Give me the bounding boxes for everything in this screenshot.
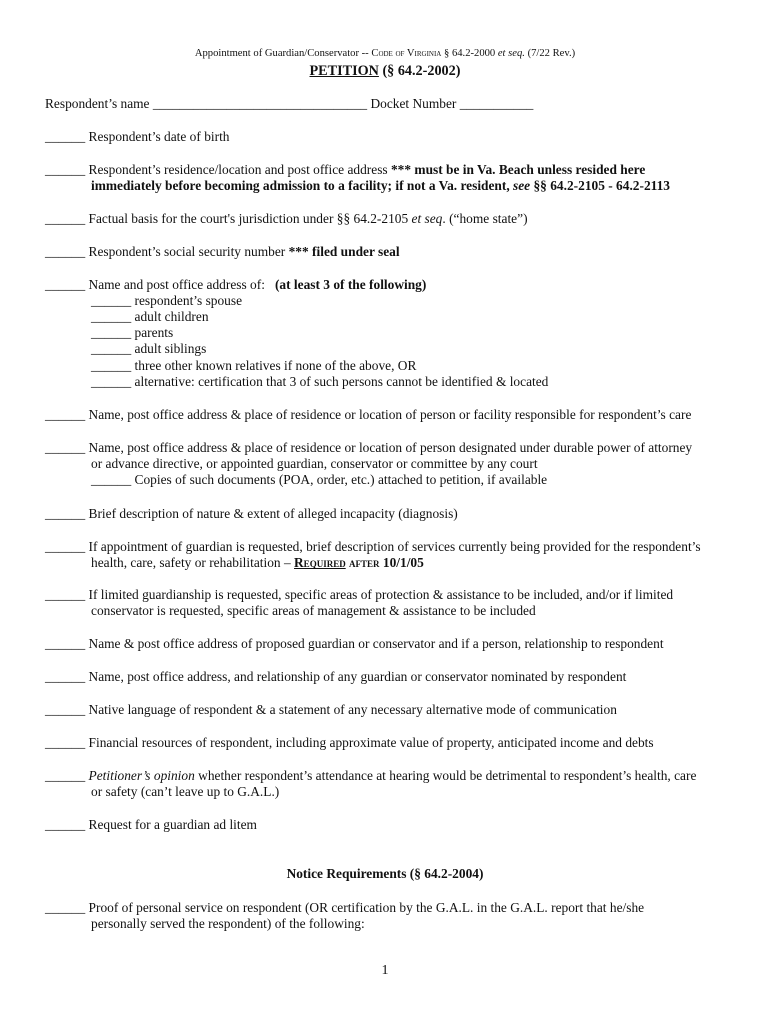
item-bold-text: immediately before becoming admission to a facility; if not a Va. resident, [91,178,514,193]
item-text: whether respondent’s attendance at hearing would be detrimental to respondent’s health, care [194,768,697,783]
checkbox-blank[interactable]: ______ [91,325,132,340]
item-opinion-line2 [91,784,279,800]
item-text: personally served the respondent) of the following: [91,916,365,931]
checkbox-blank[interactable]: ______ [45,162,86,177]
checkbox-blank[interactable]: ______ [91,358,132,373]
item-responsible [45,407,691,423]
sub-item-text: respondent’s spouse [134,293,243,308]
item-proof [45,900,644,916]
checkbox-blank[interactable]: ______ [91,309,132,324]
item-text: Respondent’s social security number [88,244,289,259]
header-code: Code of Virginia [371,48,442,59]
item-text: health, care, safety or rehabilitation – [91,555,295,570]
item-text: Factual basis for the court's jurisdiction under §§ 64.2-2105 [88,211,412,226]
item-text: conservator is requested, specific areas of management & assistance to be included [91,603,536,618]
page-number-text: 1 [381,963,389,978]
checkbox-blank[interactable]: ______ [45,702,86,717]
checkbox-blank[interactable]: ______ [45,129,86,144]
item-text: If limited guardianship is requested, specific areas of protection & assistance to be included, and/or if limited [88,587,674,602]
item-proof-line2 [91,916,365,932]
item-text: Native language of respondent & a statement of any necessary alternative mode of communication [88,702,617,717]
item-bold-text: *** filed under seal [288,244,400,259]
checkbox-blank[interactable]: ______ [45,506,86,521]
after-label: after [345,555,383,570]
item-text: Name, post office address, and relationship of any guardian or conservator nominated by respondent [88,669,627,684]
item-ssn [45,244,400,260]
checkbox-blank[interactable]: ______ [45,735,86,750]
item-text: Respondent’s residence/location and post office address [88,162,391,177]
item-text: Proof of personal service on respondent (OR certification by the G.A.L. in the G.A.L. report that he/she [88,900,645,915]
checkbox-blank[interactable]: ______ [45,636,86,651]
item-designated-line2 [91,456,538,472]
title-main: PETITION [309,63,379,79]
item-proposed [45,636,664,652]
sub-item [91,309,209,325]
checkbox-blank[interactable]: ______ [45,669,86,684]
item-text: . (“home state”) [442,211,528,226]
checkbox-blank[interactable]: ______ [91,293,132,308]
sub-item-text: adult children [134,309,209,324]
item-text: If appointment of guardian is requested, brief description of services currently being provided for the respondent’s [88,539,701,554]
header-revision: (7/22 Rev.) [524,48,576,59]
sub-item-text: Copies of such documents (POA, order, etc.) attached to petition, if available [134,472,548,487]
checkbox-blank[interactable]: ______ [45,440,86,455]
item-opinion [45,768,696,784]
sub-item-text: three other known relatives if none of the above, OR [134,358,417,373]
respondent-line [45,96,533,112]
checkbox-blank[interactable]: ______ [91,472,132,487]
checkbox-blank[interactable]: ______ [45,211,86,226]
item-text: Respondent’s date of birth [88,129,230,144]
item-bold-text: *** must be in Va. Beach unless resided here [390,162,646,177]
item-text: Name and post office address of: [88,277,265,292]
item-et-seq: et seq [411,211,443,226]
checkbox-blank[interactable]: ______ [91,341,132,356]
form-header [0,46,770,62]
sub-item-text: parents [134,325,174,340]
checkbox-blank[interactable]: ______ [45,244,86,259]
item-services [45,539,701,555]
item-incapacity [45,506,458,522]
item-nominated [45,669,626,685]
sub-item [91,325,173,341]
page-title [0,63,770,79]
docket-number-field[interactable]: ___________ [459,96,534,111]
checkbox-blank[interactable]: ______ [45,817,86,832]
header-et-seq: et seq. [497,48,525,59]
item-gal [45,817,257,833]
sub-item [91,341,206,357]
checkbox-blank[interactable]: ______ [45,587,86,602]
item-bold-text: (at least 3 of the following) [274,277,427,292]
sub-item [91,358,416,374]
item-limited-line2 [91,603,536,619]
notice-heading-text: Notice Requirements (§ 64.2-2004) [286,866,484,881]
header-text: Appointment of Guardian/Conservator -- [194,48,372,59]
required-date: 10/1/05 [382,555,424,570]
checkbox-blank[interactable]: ______ [91,374,132,389]
sub-item-text: alternative: certification that 3 of such persons cannot be identified & located [134,374,549,389]
page-number [0,963,770,979]
item-text: Name, post office address & place of residence or location of person designated under durable power of attorney [88,440,693,455]
respondent-name-field[interactable]: ________________________________ [152,96,368,111]
item-financial [45,735,654,751]
checkbox-blank[interactable]: ______ [45,277,86,292]
notice-heading [0,866,770,882]
sub-item-text: adult siblings [134,341,207,356]
respondent-name-label: Respondent’s name [45,96,153,111]
item-text: or advance directive, or appointed guardian, conservator or committee by any court [91,456,538,471]
item-limited [45,587,673,603]
required-label: Required [294,555,346,570]
item-text: Financial resources of respondent, including approximate value of property, anticipated income and debts [88,735,654,750]
item-residence-line2 [91,178,670,194]
sub-item [91,293,242,309]
item-italic-text: Petitioner’s opinion [88,768,195,783]
item-text: Name & post office address of proposed guardian or conservator and if a person, relationship to respondent [88,636,664,651]
checkbox-blank[interactable]: ______ [45,407,86,422]
title-section: (§ 64.2-2002) [378,63,461,79]
checkbox-blank[interactable]: ______ [45,900,86,915]
item-name-address [45,277,426,293]
checkbox-blank[interactable]: ______ [45,768,86,783]
item-text: Request for a guardian ad litem [88,817,257,832]
header-section: § 64.2-2000 [441,48,498,59]
item-services-line2 [91,555,424,571]
sub-item [91,374,548,390]
item-text: Name, post office address & place of residence or location of person or facility responsible for respondent’s care [88,407,692,422]
item-jurisdiction [45,211,528,227]
item-text: Brief description of nature & extent of alleged incapacity (diagnosis) [88,506,458,521]
item-bold-text: §§ 64.2-2105 - 64.2-2113 [530,178,670,193]
item-designated [45,440,692,456]
item-dob [45,129,229,145]
item-language [45,702,617,718]
docket-number-label: Docket Number [367,96,460,111]
item-see: see [513,178,531,193]
item-residence [45,162,645,178]
checkbox-blank[interactable]: ______ [45,539,86,554]
sub-item [91,472,547,488]
item-text: or safety (can’t leave up to G.A.L.) [91,784,280,799]
